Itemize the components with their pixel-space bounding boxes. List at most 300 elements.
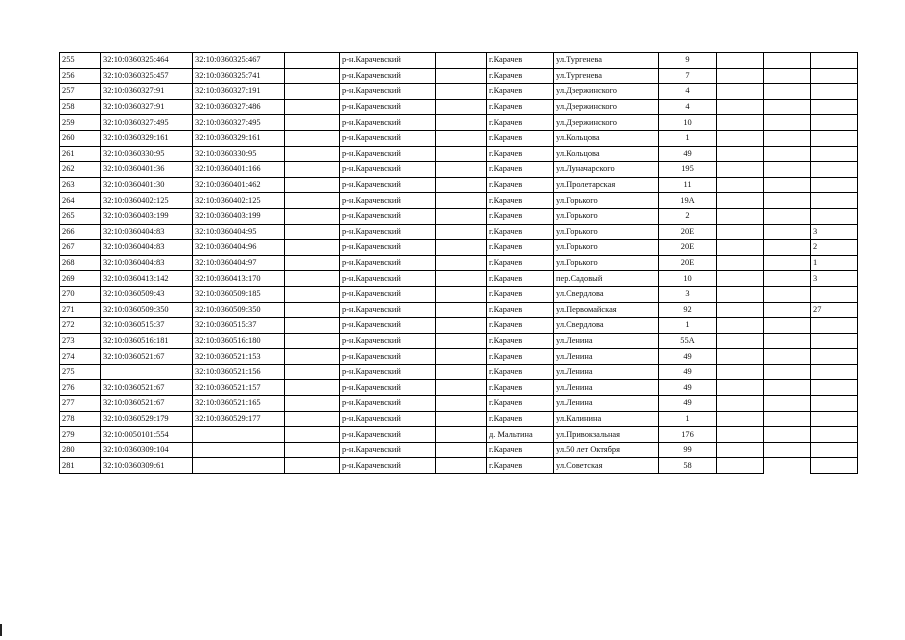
table-row xyxy=(60,302,858,318)
table-cell xyxy=(717,99,764,115)
table-cell: г.Карачев xyxy=(487,442,554,458)
table-cell xyxy=(285,84,340,100)
table-cell xyxy=(811,177,858,193)
table-cell: 32:10:0360404:97 xyxy=(193,255,285,271)
table-cell xyxy=(285,302,340,318)
table-cell xyxy=(811,442,858,458)
table-cell: р-н.Карачевский xyxy=(340,458,436,474)
table-cell xyxy=(764,255,811,271)
table-cell xyxy=(436,396,487,412)
table-row xyxy=(60,224,858,240)
table-cell: 263 xyxy=(60,177,101,193)
table-cell: ул.Ленина xyxy=(554,364,659,380)
table-cell: 49 xyxy=(659,146,717,162)
table-cell xyxy=(811,193,858,209)
table-cell: 32:10:0360325:457 xyxy=(101,68,193,84)
table-cell: г.Карачев xyxy=(487,224,554,240)
table-cell: ул.Дзержинского xyxy=(554,84,659,100)
table-cell xyxy=(764,146,811,162)
table-cell: 2 xyxy=(811,240,858,256)
table-cell: ул.Ленина xyxy=(554,333,659,349)
table-cell: 1 xyxy=(659,130,717,146)
table-cell: 32:10:0360509:350 xyxy=(193,302,285,318)
table-cell: 32:10:0360521:156 xyxy=(193,364,285,380)
table-cell: 19А xyxy=(659,193,717,209)
table-cell: 27 xyxy=(811,302,858,318)
table-cell xyxy=(717,177,764,193)
table-cell xyxy=(717,286,764,302)
table-cell: р-н.Карачевский xyxy=(340,240,436,256)
table-cell xyxy=(811,349,858,365)
table-cell: 32:10:0360401:462 xyxy=(193,177,285,193)
table-cell xyxy=(436,115,487,131)
table-row xyxy=(60,115,858,131)
table-cell xyxy=(285,53,340,69)
table-cell: г.Карачев xyxy=(487,458,554,474)
table-cell: г.Карачев xyxy=(487,302,554,318)
table-cell: г.Карачев xyxy=(487,380,554,396)
table-cell: ул.Дзержинского xyxy=(554,99,659,115)
table-cell: р-н.Карачевский xyxy=(340,177,436,193)
table-cell xyxy=(717,442,764,458)
table-cell xyxy=(436,411,487,427)
table-cell: 277 xyxy=(60,396,101,412)
table-cell: 261 xyxy=(60,146,101,162)
table-cell xyxy=(717,380,764,396)
table-cell xyxy=(285,146,340,162)
table-cell: 32:10:0360327:91 xyxy=(101,84,193,100)
table-cell xyxy=(717,193,764,209)
table-cell: 32:10:0360325:741 xyxy=(193,68,285,84)
table-cell xyxy=(764,240,811,256)
table-cell: ул.Дзержинского xyxy=(554,115,659,131)
table-cell: 279 xyxy=(60,427,101,443)
table-cell xyxy=(764,349,811,365)
table-cell xyxy=(717,271,764,287)
table-cell: 255 xyxy=(60,53,101,69)
table-cell xyxy=(436,162,487,178)
table-cell: ул.Луначарского xyxy=(554,162,659,178)
table-cell: р-н.Карачевский xyxy=(340,115,436,131)
table-cell: г.Карачев xyxy=(487,271,554,287)
table-cell: 32:10:0360327:91 xyxy=(101,99,193,115)
table-cell: 32:10:0360327:495 xyxy=(193,115,285,131)
table-cell: 4 xyxy=(659,84,717,100)
table-cell: 195 xyxy=(659,162,717,178)
table-cell xyxy=(285,271,340,287)
table-cell xyxy=(811,115,858,131)
table-cell: 32:10:0360329:161 xyxy=(193,130,285,146)
table-row xyxy=(60,411,858,427)
table-cell: р-н.Карачевский xyxy=(340,286,436,302)
table-cell: 32:10:0360404:83 xyxy=(101,224,193,240)
table-cell xyxy=(811,68,858,84)
table-cell xyxy=(285,208,340,224)
table-cell xyxy=(717,84,764,100)
table-cell: 32:10:0360403:199 xyxy=(101,208,193,224)
table-cell: ул.Свердлова xyxy=(554,318,659,334)
table-cell: р-н.Карачевский xyxy=(340,162,436,178)
table-cell: 32:10:0360404:96 xyxy=(193,240,285,256)
table-cell: 32:10:0360509:350 xyxy=(101,302,193,318)
table-cell: р-н.Карачевский xyxy=(340,271,436,287)
table-cell xyxy=(764,411,811,427)
table-cell xyxy=(436,318,487,334)
table-cell: р-н.Карачевский xyxy=(340,318,436,334)
table-cell xyxy=(285,364,340,380)
table-cell: р-н.Карачевский xyxy=(340,349,436,365)
table-cell: 11 xyxy=(659,177,717,193)
table-cell: 92 xyxy=(659,302,717,318)
table-cell: ул.Свердлова xyxy=(554,286,659,302)
table-cell: 32:10:0360521:67 xyxy=(101,349,193,365)
table-cell: 280 xyxy=(60,442,101,458)
table-cell xyxy=(193,442,285,458)
table-cell: 32:10:0360413:142 xyxy=(101,271,193,287)
table-cell: р-н.Карачевский xyxy=(340,380,436,396)
table-cell: г.Карачев xyxy=(487,333,554,349)
table-cell: 265 xyxy=(60,208,101,224)
table-cell: 32:10:0360325:467 xyxy=(193,53,285,69)
table-cell: 2 xyxy=(659,208,717,224)
table-cell: 32:10:0360402:125 xyxy=(101,193,193,209)
table-cell xyxy=(764,458,811,474)
table-cell xyxy=(811,146,858,162)
table-cell xyxy=(717,411,764,427)
table-cell: 273 xyxy=(60,333,101,349)
table-cell xyxy=(811,84,858,100)
table-cell xyxy=(285,349,340,365)
table-cell: 176 xyxy=(659,427,717,443)
table-cell: 32:10:0360402:125 xyxy=(193,193,285,209)
table-cell: 32:10:0360516:180 xyxy=(193,333,285,349)
table-cell xyxy=(436,458,487,474)
table-cell xyxy=(764,99,811,115)
table-cell: 278 xyxy=(60,411,101,427)
table-cell xyxy=(436,442,487,458)
table-cell: ул.Горького xyxy=(554,193,659,209)
table-cell: 7 xyxy=(659,68,717,84)
table-cell: р-н.Карачевский xyxy=(340,442,436,458)
table-cell: 32:10:0050101:554 xyxy=(101,427,193,443)
table-cell: 32:10:0360327:191 xyxy=(193,84,285,100)
table-cell xyxy=(717,427,764,443)
table-cell xyxy=(811,380,858,396)
table-cell: 32:10:0360404:83 xyxy=(101,255,193,271)
table-cell xyxy=(436,224,487,240)
table-cell: 274 xyxy=(60,349,101,365)
table-cell xyxy=(436,364,487,380)
table-cell xyxy=(717,130,764,146)
table-cell xyxy=(811,208,858,224)
table-cell: 32:10:0360327:495 xyxy=(101,115,193,131)
table-cell: 32:10:0360309:104 xyxy=(101,442,193,458)
table-cell: 20Е xyxy=(659,255,717,271)
table-row xyxy=(60,349,858,365)
table-cell xyxy=(285,193,340,209)
table-cell xyxy=(811,130,858,146)
table-cell xyxy=(764,286,811,302)
table-row xyxy=(60,240,858,256)
table-cell xyxy=(764,271,811,287)
table-cell xyxy=(717,162,764,178)
table-cell: ул.Ленина xyxy=(554,380,659,396)
table-cell xyxy=(764,302,811,318)
table-cell xyxy=(285,224,340,240)
table-row xyxy=(60,427,858,443)
document-page xyxy=(59,52,858,474)
table-cell: 267 xyxy=(60,240,101,256)
property-table xyxy=(59,52,858,474)
table-cell: р-н.Карачевский xyxy=(340,364,436,380)
table-cell: 32:10:0360401:166 xyxy=(193,162,285,178)
table-cell xyxy=(764,193,811,209)
table-cell xyxy=(764,364,811,380)
table-cell xyxy=(436,177,487,193)
table-cell: 272 xyxy=(60,318,101,334)
table-cell: 55А xyxy=(659,333,717,349)
table-cell: р-н.Карачевский xyxy=(340,99,436,115)
table-cell: 32:10:0360401:30 xyxy=(101,177,193,193)
table-cell: г.Карачев xyxy=(487,177,554,193)
table-cell: 32:10:0360529:177 xyxy=(193,411,285,427)
table-row xyxy=(60,162,858,178)
table-cell xyxy=(717,68,764,84)
table-cell: 3 xyxy=(811,271,858,287)
table-cell: ул.Калинина xyxy=(554,411,659,427)
table-row xyxy=(60,208,858,224)
table-cell: г.Карачев xyxy=(487,130,554,146)
table-cell: г.Карачев xyxy=(487,240,554,256)
table-cell: 32:10:0360325:464 xyxy=(101,53,193,69)
table-cell: 275 xyxy=(60,364,101,380)
table-cell xyxy=(436,208,487,224)
table-row xyxy=(60,99,858,115)
table-cell xyxy=(811,427,858,443)
table-cell: д. Мальтина xyxy=(487,427,554,443)
table-cell: 32:10:0360521:67 xyxy=(101,396,193,412)
table-cell: ул.Горького xyxy=(554,224,659,240)
table-cell: 32:10:0360515:37 xyxy=(101,318,193,334)
table-cell: г.Карачев xyxy=(487,162,554,178)
table-row xyxy=(60,255,858,271)
table-cell: 58 xyxy=(659,458,717,474)
table-cell: ул.Первомайская xyxy=(554,302,659,318)
table-cell xyxy=(764,224,811,240)
table-cell xyxy=(436,146,487,162)
table-cell xyxy=(764,84,811,100)
table-cell: г.Карачев xyxy=(487,349,554,365)
table-row xyxy=(60,364,858,380)
table-cell: ул.Ленина xyxy=(554,349,659,365)
table-cell xyxy=(811,458,858,474)
table-cell xyxy=(101,364,193,380)
table-cell: 259 xyxy=(60,115,101,131)
table-row xyxy=(60,130,858,146)
table-cell: 10 xyxy=(659,271,717,287)
table-cell: 32:10:0360330:95 xyxy=(101,146,193,162)
table-cell xyxy=(436,53,487,69)
table-cell xyxy=(764,130,811,146)
table-cell: 258 xyxy=(60,99,101,115)
table-cell xyxy=(436,271,487,287)
table-cell xyxy=(436,193,487,209)
table-cell xyxy=(436,240,487,256)
table-cell: г.Карачев xyxy=(487,99,554,115)
table-cell xyxy=(764,53,811,69)
table-cell xyxy=(764,115,811,131)
table-cell: 256 xyxy=(60,68,101,84)
table-cell xyxy=(285,442,340,458)
table-cell xyxy=(811,364,858,380)
table-cell: р-н.Карачевский xyxy=(340,411,436,427)
table-cell: ул.Пролетарская xyxy=(554,177,659,193)
table-cell: 32:10:0360521:165 xyxy=(193,396,285,412)
table-row xyxy=(60,146,858,162)
table-cell: ул.Кольцова xyxy=(554,146,659,162)
table-cell: 3 xyxy=(811,224,858,240)
table-cell xyxy=(811,162,858,178)
table-cell: 257 xyxy=(60,84,101,100)
table-cell: пер.Садовый xyxy=(554,271,659,287)
table-cell: ул.Тургенева xyxy=(554,53,659,69)
table-cell xyxy=(717,364,764,380)
table-cell: 20Е xyxy=(659,224,717,240)
table-cell xyxy=(764,68,811,84)
table-cell xyxy=(717,240,764,256)
table-cell xyxy=(764,396,811,412)
table-cell xyxy=(764,333,811,349)
table-cell: 49 xyxy=(659,396,717,412)
table-cell xyxy=(436,68,487,84)
table-row xyxy=(60,193,858,209)
table-cell: 32:10:0360404:95 xyxy=(193,224,285,240)
table-cell xyxy=(285,240,340,256)
table-cell xyxy=(717,208,764,224)
table-row xyxy=(60,318,858,334)
table-cell: 271 xyxy=(60,302,101,318)
table-cell xyxy=(764,442,811,458)
table-cell: р-н.Карачевский xyxy=(340,255,436,271)
table-cell xyxy=(285,380,340,396)
table-cell xyxy=(764,177,811,193)
table-row xyxy=(60,271,858,287)
table-cell: 1 xyxy=(659,318,717,334)
table-cell: р-н.Карачевский xyxy=(340,68,436,84)
table-cell xyxy=(717,302,764,318)
table-cell: г.Карачев xyxy=(487,53,554,69)
table-cell: г.Карачев xyxy=(487,193,554,209)
page-edge-mark xyxy=(0,624,2,636)
table-cell xyxy=(193,427,285,443)
table-cell xyxy=(436,380,487,396)
table-cell xyxy=(285,458,340,474)
table-row xyxy=(60,396,858,412)
table-cell: ул.Кольцова xyxy=(554,130,659,146)
table-cell xyxy=(764,162,811,178)
table-cell: г.Карачев xyxy=(487,396,554,412)
table-cell: 20Е xyxy=(659,240,717,256)
table-cell xyxy=(717,224,764,240)
table-cell: 10 xyxy=(659,115,717,131)
table-cell xyxy=(285,177,340,193)
table-cell xyxy=(717,333,764,349)
table-cell: ул.Горького xyxy=(554,240,659,256)
table-cell xyxy=(285,396,340,412)
table-cell xyxy=(436,99,487,115)
table-cell: 32:10:0360516:181 xyxy=(101,333,193,349)
table-cell: г.Карачев xyxy=(487,84,554,100)
table-cell: 32:10:0360330:95 xyxy=(193,146,285,162)
table-cell: г.Карачев xyxy=(487,364,554,380)
table-cell: р-н.Карачевский xyxy=(340,146,436,162)
table-cell: 262 xyxy=(60,162,101,178)
table-cell: 49 xyxy=(659,364,717,380)
table-cell xyxy=(436,349,487,365)
table-cell: р-н.Карачевский xyxy=(340,84,436,100)
table-cell xyxy=(436,130,487,146)
table-cell xyxy=(436,255,487,271)
table-cell xyxy=(436,84,487,100)
table-cell xyxy=(285,115,340,131)
table-row xyxy=(60,458,858,474)
table-cell: р-н.Карачевский xyxy=(340,208,436,224)
table-cell: 281 xyxy=(60,458,101,474)
table-cell xyxy=(285,255,340,271)
table-row xyxy=(60,442,858,458)
table-cell: 266 xyxy=(60,224,101,240)
table-cell: 32:10:0360521:153 xyxy=(193,349,285,365)
table-cell xyxy=(717,458,764,474)
table-cell xyxy=(285,286,340,302)
table-cell: ул.50 лет Октября xyxy=(554,442,659,458)
table-row xyxy=(60,286,858,302)
table-cell xyxy=(764,208,811,224)
table-cell: р-н.Карачевский xyxy=(340,333,436,349)
table-cell xyxy=(811,286,858,302)
table-cell: 32:10:0360401:36 xyxy=(101,162,193,178)
table-cell: ул.Тургенева xyxy=(554,68,659,84)
table-cell xyxy=(717,349,764,365)
table-cell xyxy=(811,411,858,427)
table-cell: 268 xyxy=(60,255,101,271)
table-cell: 3 xyxy=(659,286,717,302)
table-cell: 1 xyxy=(811,255,858,271)
table-cell: 260 xyxy=(60,130,101,146)
table-cell: 32:10:0360329:161 xyxy=(101,130,193,146)
table-cell: 1 xyxy=(659,411,717,427)
table-cell: г.Карачев xyxy=(487,68,554,84)
table-cell: р-н.Карачевский xyxy=(340,224,436,240)
table-cell xyxy=(764,318,811,334)
table-cell xyxy=(811,53,858,69)
table-cell: 276 xyxy=(60,380,101,396)
table-cell: 32:10:0360521:67 xyxy=(101,380,193,396)
table-cell: г.Карачев xyxy=(487,146,554,162)
table-cell: ул.Советская xyxy=(554,458,659,474)
table-cell: ул.Ленина xyxy=(554,396,659,412)
table-cell xyxy=(285,411,340,427)
table-cell: 99 xyxy=(659,442,717,458)
table-cell: р-н.Карачевский xyxy=(340,193,436,209)
table-cell xyxy=(285,427,340,443)
table-cell: 269 xyxy=(60,271,101,287)
table-row xyxy=(60,53,858,69)
table-cell: 32:10:0360403:199 xyxy=(193,208,285,224)
table-cell: 32:10:0360309:61 xyxy=(101,458,193,474)
table-cell: 32:10:0360327:486 xyxy=(193,99,285,115)
table-row xyxy=(60,84,858,100)
